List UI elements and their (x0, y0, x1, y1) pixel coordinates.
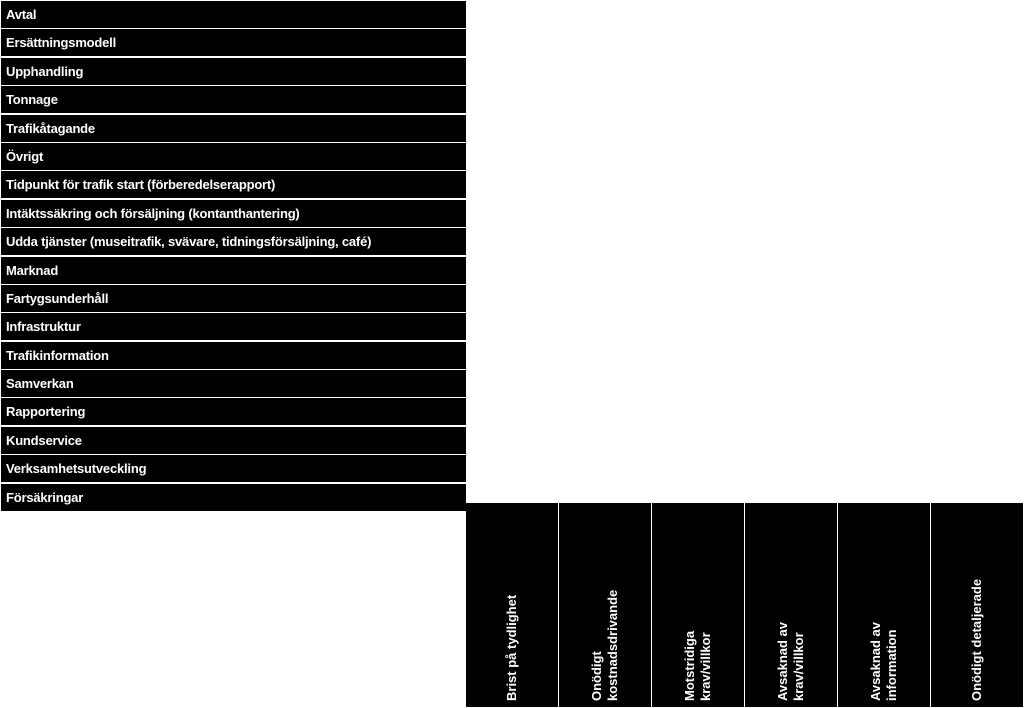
category-row: Trafikinformation (1, 342, 466, 369)
column-header-label: Avsaknad av information (868, 621, 899, 701)
category-row: Samverkan (1, 370, 466, 397)
category-row: Försäkringar (1, 484, 466, 511)
category-row: Infrastruktur (1, 313, 466, 340)
column-header (745, 503, 837, 707)
category-row: Tidpunkt för trafik start (förberedelserapport) (1, 171, 466, 198)
column-header-label: Onödigt detaljerade (969, 578, 984, 701)
column-header (931, 503, 1023, 707)
column-header (559, 503, 651, 707)
category-row: Rapportering (1, 398, 466, 425)
category-row: Övrigt (1, 143, 466, 170)
category-row: Intäktssäkring och försäljning (kontanthantering) (1, 200, 466, 227)
category-row: Avtal (1, 1, 466, 28)
category-row: Verksamhetsutveckling (1, 455, 466, 482)
column-header-group (466, 503, 1023, 707)
category-row: Tonnage (1, 86, 466, 113)
column-header (466, 503, 558, 707)
category-row: Marknad (1, 257, 466, 284)
category-row: Udda tjänster (museitrafik, svävare, tidningsförsäljning, café) (1, 228, 466, 255)
column-header-label: Motstridiga krav/villkor (682, 630, 713, 701)
category-row: Upphandling (1, 58, 466, 85)
column-header (652, 503, 744, 707)
category-row: Fartygsunderhåll (1, 285, 466, 312)
column-header-label: Avsaknad av krav/villkor (775, 621, 806, 701)
category-row: Ersättningsmodell (1, 29, 466, 56)
column-header (838, 503, 930, 707)
column-header-label: Onödigt kostnadsdrivande (589, 589, 620, 701)
category-row: Kundservice (1, 427, 466, 454)
category-row-list (1, 1, 466, 512)
category-row: Trafikåtagande (1, 115, 466, 142)
column-header-label: Brist på tydlighet (504, 594, 519, 701)
